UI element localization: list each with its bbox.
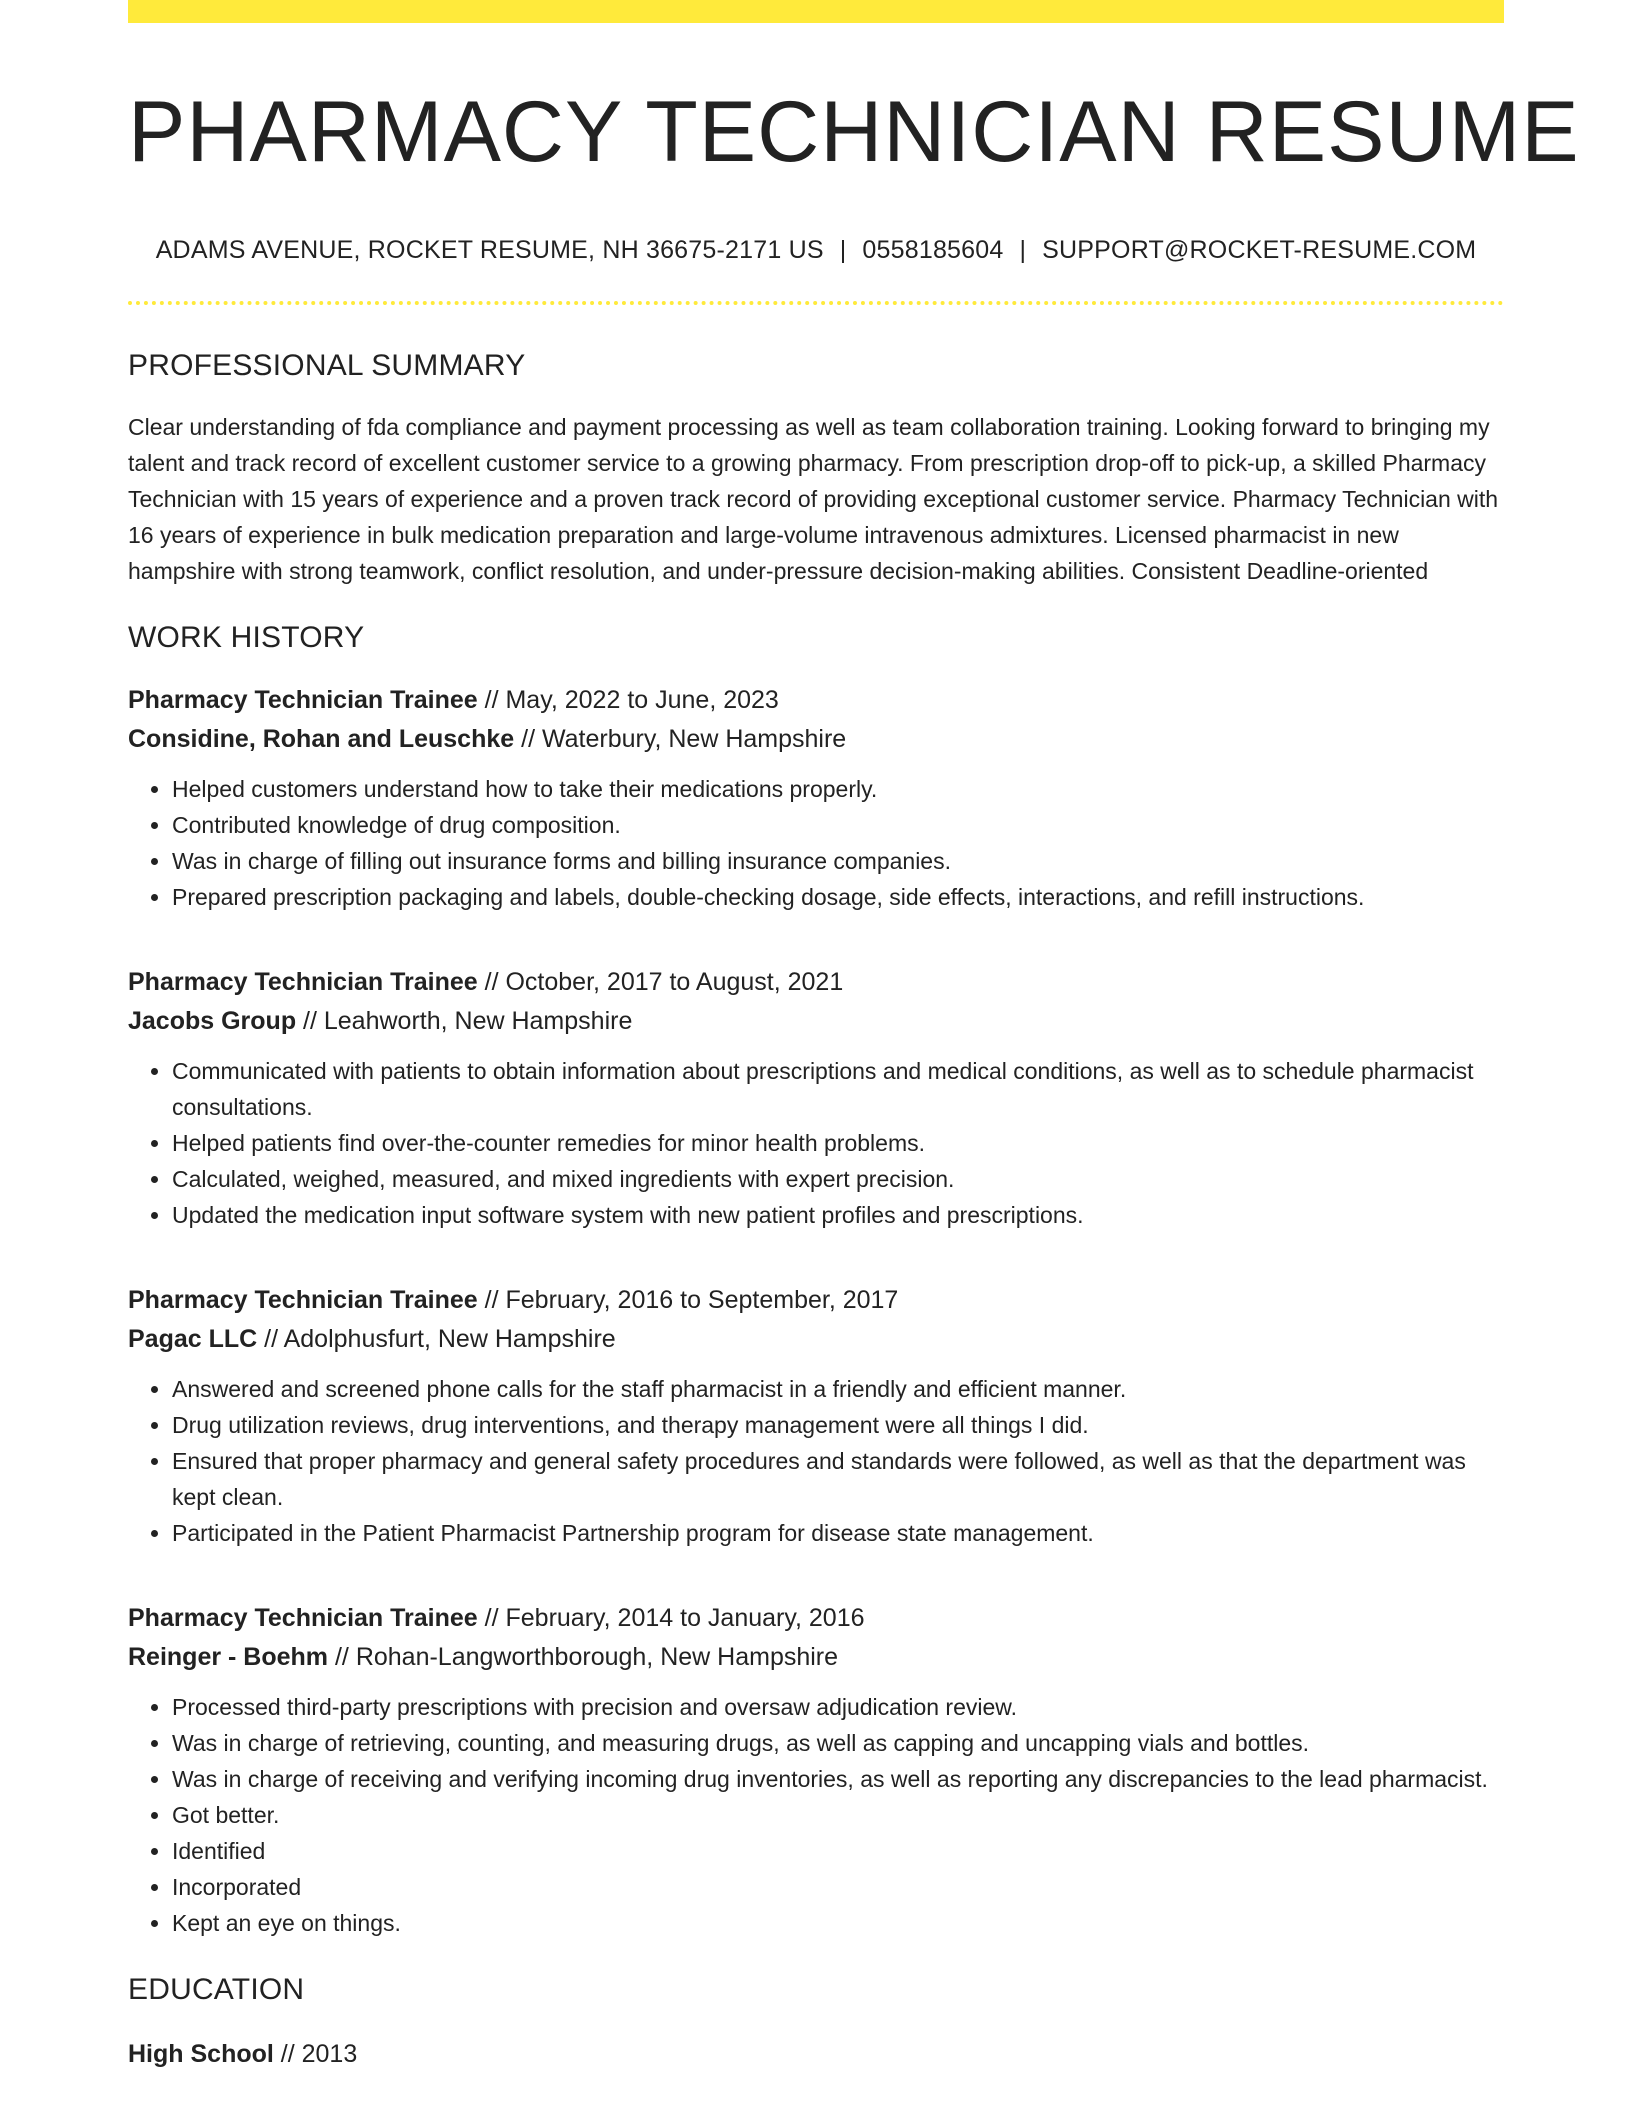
- job-dates: // October, 2017 to August, 2021: [477, 967, 844, 996]
- duty-item: • Contributed knowledge of drug composition.: [172, 807, 1504, 843]
- job-title: Pharmacy Technician Trainee: [128, 1603, 478, 1632]
- job-title: Pharmacy Technician Trainee: [128, 1285, 478, 1314]
- job-company: Jacobs Group: [128, 1006, 297, 1035]
- job-company-line: [128, 720, 1504, 759]
- duty-item: • Was in charge of retrieving, counting, and measuring drugs, as well as capping and uncapping vials and bottles.: [172, 1725, 1504, 1761]
- job-company-line: [128, 1002, 1504, 1041]
- job-company: Reinger - Boehm: [128, 1642, 329, 1671]
- duty-item: • Prepared prescription packaging and labels, double-checking dosage, side effects, interactions, and refill instructions.: [172, 879, 1504, 915]
- job-location: // Waterbury, New Hampshire: [514, 724, 847, 753]
- job-duties-list: [128, 1371, 1504, 1551]
- duty-item: • Calculated, weighed, measured, and mixed ingredients with expert precision.: [172, 1161, 1504, 1197]
- resume-title: PHARMACY TECHNICIAN RESUME: [128, 84, 1580, 180]
- job-duties-list: [128, 1053, 1504, 1233]
- duty-item: • Kept an eye on things.: [172, 1905, 1504, 1941]
- duty-item: • Was in charge of filling out insurance forms and billing insurance companies.: [172, 843, 1504, 879]
- education-year: // 2013: [273, 2039, 358, 2068]
- job-company: Pagac LLC: [128, 1324, 258, 1353]
- job-entry: [128, 1599, 1504, 1941]
- job-location: // Adolphusfurt, New Hampshire: [257, 1324, 616, 1353]
- summary-heading: PROFESSIONAL SUMMARY: [128, 348, 526, 382]
- contact-email: SUPPORT@ROCKET-RESUME.COM: [1042, 235, 1477, 264]
- duty-item: • Answered and screened phone calls for the staff pharmacist in a friendly and efficient manner.: [172, 1371, 1504, 1407]
- education-school: High School: [128, 2039, 274, 2068]
- contact-separator: |: [1019, 235, 1027, 264]
- job-title-line: [128, 681, 1504, 720]
- summary-text: Clear understanding of fda compliance and payment processing as well as team collaboration training. Looking forward to bringing my talent and track record of excellent customer service to a growing pharmacy. From prescription drop-off to pick-up, a skilled Pharmacy Technician with 15 years of experience and a proven track record of providing exceptional customer service. Pharmacy Technician with 16 years of experience in bulk medication preparation and large-volume intravenous admixtures. Licensed pharmacist in new hampshire with strong teamwork, conflict resolution, and under-pressure decision-making abilities. Consistent Deadline-oriented: [128, 413, 1499, 584]
- job-location: // Leahworth, New Hampshire: [296, 1006, 633, 1035]
- dotted-divider: [128, 301, 1504, 305]
- job-duties-list: [128, 1689, 1504, 1941]
- job-title-line: [128, 1599, 1504, 1638]
- duty-item: • Updated the medication input software system with new patient profiles and prescriptions.: [172, 1197, 1504, 1233]
- contact-separator: |: [839, 235, 847, 264]
- job-title-line: [128, 963, 1504, 1002]
- job-entry: [128, 681, 1504, 915]
- job-title-line: [128, 1281, 1504, 1320]
- job-title: Pharmacy Technician Trainee: [128, 967, 478, 996]
- duty-item: • Incorporated: [172, 1869, 1504, 1905]
- resume-page: [128, 0, 1580, 2074]
- job-title: Pharmacy Technician Trainee: [128, 685, 478, 714]
- job-entry: [128, 1281, 1504, 1551]
- work-history-list: [128, 681, 1504, 1941]
- duty-item: • Was in charge of receiving and verifying incoming drug inventories, as well as reporting any discrepancies to the lead pharmacist.: [172, 1761, 1504, 1797]
- education-heading: EDUCATION: [128, 1972, 305, 2006]
- duty-item: • Drug utilization reviews, drug interventions, and therapy management were all things I did.: [172, 1407, 1504, 1443]
- duty-item: • Identified: [172, 1833, 1504, 1869]
- education-entry: [128, 2035, 1504, 2074]
- job-company: Considine, Rohan and Leuschke: [128, 724, 515, 753]
- duty-item: • Got better.: [172, 1797, 1504, 1833]
- top-accent-bar: [128, 0, 1504, 23]
- job-entry: [128, 963, 1504, 1233]
- job-dates: // February, 2016 to September, 2017: [477, 1285, 899, 1314]
- duty-item: • Communicated with patients to obtain information about prescriptions and medical conditions, as well as to schedule pharmacist consultations.: [172, 1053, 1504, 1125]
- job-location: // Rohan-Langworthborough, New Hampshire: [328, 1642, 839, 1671]
- job-company-line: [128, 1638, 1504, 1677]
- job-dates: // February, 2014 to January, 2016: [477, 1603, 865, 1632]
- duty-item: • Ensured that proper pharmacy and general safety procedures and standards were followed, as well as that the department was kept clean.: [172, 1443, 1504, 1515]
- duty-item: • Helped customers understand how to take their medications properly.: [172, 771, 1504, 807]
- duty-item: • Processed third-party prescriptions with precision and oversaw adjudication review.: [172, 1689, 1504, 1725]
- contact-phone: 0558185604: [862, 235, 1004, 264]
- duty-item: • Participated in the Patient Pharmacist Partnership program for disease state management.: [172, 1515, 1504, 1551]
- duty-item: • Helped patients find over-the-counter remedies for minor health problems.: [172, 1125, 1504, 1161]
- job-dates: // May, 2022 to June, 2023: [477, 685, 779, 714]
- contact-address: ADAMS AVENUE, ROCKET RESUME, NH 36675-2171 US: [155, 235, 824, 264]
- job-duties-list: [128, 771, 1504, 915]
- contact-line: [128, 236, 1504, 265]
- work-history-heading: WORK HISTORY: [128, 620, 365, 654]
- job-company-line: [128, 1320, 1504, 1359]
